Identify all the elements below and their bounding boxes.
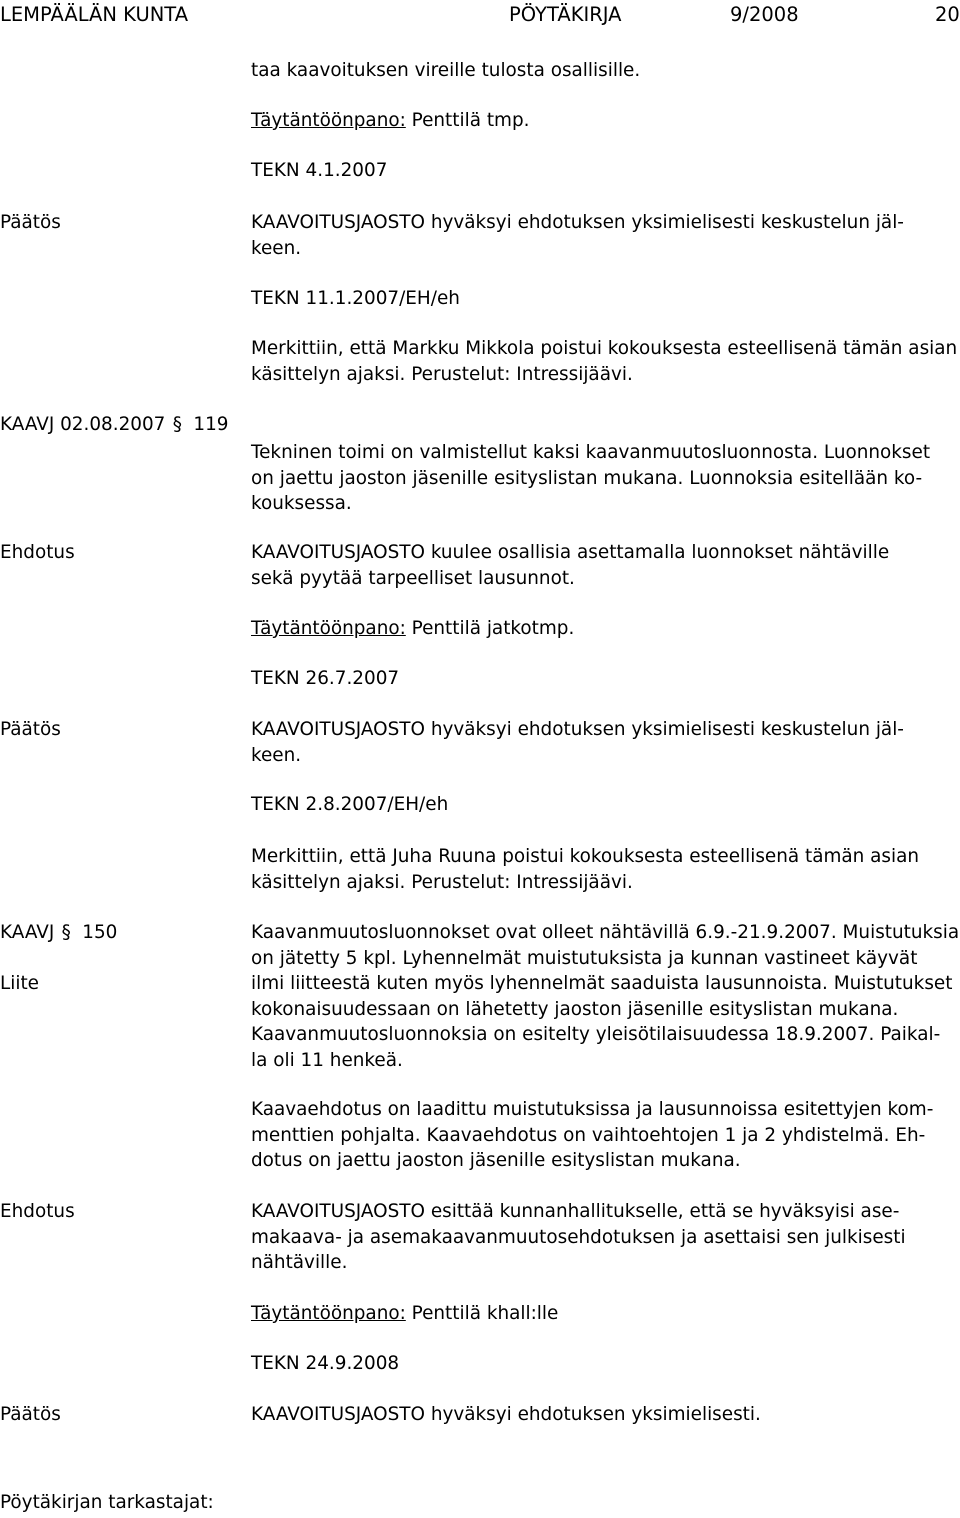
text-line: on jätetty 5 kpl. Lyhennelmät muistutuksista ja kunnan vastineet käyvät (251, 947, 918, 969)
text-line: KAAVOITUSJAOSTO kuulee osallisia asettamalla luonnokset nähtäville (251, 542, 890, 563)
text-line: ilmi liitteestä kuten myös lyhennelmät saaduista lausunnoista. Muistutukset (251, 973, 953, 994)
text-line: kouksessa. (251, 493, 352, 514)
text-line: Tekninen toimi on valmistellut kaksi kaavanmuutosluonnosta. Luonnokset (251, 442, 931, 463)
preparation-text (251, 440, 956, 517)
section-sign: § (61, 922, 71, 943)
document-type: PÖYTÄKIRJA (509, 3, 622, 26)
section-sign: § (172, 414, 182, 435)
section-id: KAAVJ (0, 922, 55, 943)
reference-line: TEKN 11.1.2007/EH/eh (251, 288, 460, 309)
text-line: menttien pohjalta. Kaavaehdotus on vaihtoehtojen 1 ja 2 yhdistelmä. Eh- (251, 1124, 926, 1146)
municipality-name: LEMPÄÄLÄN KUNTA (0, 3, 189, 26)
execution-line (251, 1301, 558, 1327)
reference-line: TEKN 2.8.2007/EH/eh (251, 794, 449, 815)
execution-value: Penttilä tmp. (411, 110, 530, 131)
decision-label: Päätös (0, 1404, 61, 1425)
description-text-2 (251, 1097, 956, 1174)
issue-number: 9/2008 (730, 3, 799, 26)
text-line: KAAVOITUSJAOSTO esittää kunnanhallitukselle, että se hyväksyisi ase- (251, 1201, 900, 1222)
text-line: käsittelyn ajaksi. Perustelut: Intressijäävi. (251, 871, 633, 893)
decision-text (251, 210, 956, 261)
execution-value: Penttilä jatkotmp. (411, 618, 575, 639)
note-text (251, 844, 956, 895)
decision-text (251, 717, 956, 768)
text-line: Merkittiin, että Markku Mikkola poistui kokouksesta esteellisenä tämän asian (251, 338, 958, 359)
attachment-label: Liite (0, 973, 39, 994)
text-line: keen. (251, 237, 302, 259)
page-number: 20 (935, 3, 960, 26)
section-heading (0, 920, 117, 946)
text-line: on jaettu jaoston jäsenille esityslistan mukana. Luonnoksia esitellään ko- (251, 467, 923, 489)
continuation-text: taa kaavoituksen vireille tulosta osallisille. (251, 60, 641, 81)
description-text (251, 920, 960, 1073)
text-line: sekä pyytää tarpeelliset lausunnot. (251, 567, 575, 589)
text-line: makaava- ja asemakaavanmuutosehdotuksen ja asettaisi sen julkisesti (251, 1226, 906, 1248)
proposal-text (251, 540, 956, 591)
text-line: dotus on jaettu jaoston jäsenille esityslistan mukana. (251, 1150, 741, 1171)
decision-label: Päätös (0, 719, 61, 740)
text-line: la oli 11 henkeä. (251, 1049, 403, 1071)
proposal-label: Ehdotus (0, 1201, 75, 1222)
decision-label: Päätös (0, 212, 61, 233)
execution-label: Täytäntöönpano: (251, 1303, 406, 1324)
text-line: kokonaisuudessaan on lähetetty jaoston jäsenille esityslistan mukana. (251, 998, 899, 1020)
text-line: keen. (251, 744, 302, 766)
reference-line: TEKN 4.1.2007 (251, 160, 388, 181)
proposal-text (251, 1199, 956, 1276)
text-line: Merkittiin, että Juha Ruuna poistui kokouksesta esteellisenä tämän asian (251, 846, 920, 867)
section-number: 150 (82, 922, 118, 943)
reference-line: TEKN 24.9.2008 (251, 1353, 400, 1374)
text-line: Kaavaehdotus on laadittu muistutuksissa ja lausunnoissa esitettyjen kom- (251, 1099, 934, 1120)
reviewers-label: Pöytäkirjan tarkastajat: (0, 1492, 214, 1513)
note-text (251, 336, 956, 387)
decision-text: KAAVOITUSJAOSTO hyväksyi ehdotuksen yksimielisesti. (251, 1404, 761, 1425)
text-line: Kaavanmuutosluonnokset ovat olleet nähtävillä 6.9.-21.9.2007. Muistutuksia (251, 922, 960, 943)
text-line: käsittelyn ajaksi. Perustelut: Intressijäävi. (251, 363, 633, 385)
proposal-label: Ehdotus (0, 542, 75, 563)
section-number: 119 (193, 414, 229, 435)
execution-value: Penttilä khall:lle (411, 1303, 559, 1324)
text-line: KAAVOITUSJAOSTO hyväksyi ehdotuksen yksimielisesti keskustelun jäl- (251, 212, 904, 233)
text-line: KAAVOITUSJAOSTO hyväksyi ehdotuksen yksimielisesti keskustelun jäl- (251, 719, 904, 740)
execution-label: Täytäntöönpano: (251, 110, 406, 131)
execution-line (251, 108, 529, 134)
section-id: KAAVJ 02.08.2007 (0, 414, 166, 435)
reference-line: TEKN 26.7.2007 (251, 668, 400, 689)
text-line: Kaavanmuutosluonnoksia on esitelty yleisötilaisuudessa 18.9.2007. Paikal- (251, 1024, 941, 1045)
text-line: nähtäville. (251, 1252, 348, 1273)
execution-label: Täytäntöönpano: (251, 618, 406, 639)
execution-line (251, 616, 574, 642)
section-heading (0, 412, 229, 438)
